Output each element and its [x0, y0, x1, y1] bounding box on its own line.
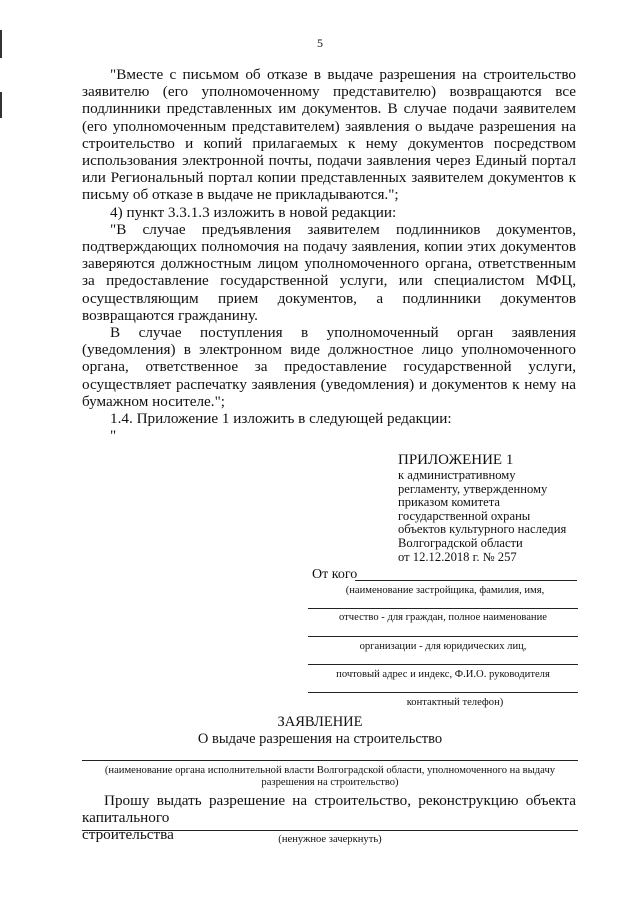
appendix-title: ПРИЛОЖЕНИЕ 1 [398, 452, 514, 468]
appendix-line: к административному [398, 468, 516, 482]
scan-edge-mark [0, 92, 2, 118]
organ-line [82, 760, 578, 761]
form-caption: контактный телефон) [406, 697, 504, 708]
form-caption: почтовый адрес и индекс, Ф.И.О. руководителя [336, 669, 550, 680]
from-label: От кого [312, 567, 358, 582]
from-line [355, 580, 577, 581]
main-text [82, 66, 576, 444]
page-number: 5 [317, 36, 323, 50]
paragraph-originals: "В случае предъявления заявителем подлинников документов, подтверждающих полномочия на подачу заявления, копии этих документов заверяются должностным лицом уполномоченного органа, ответственным за предоставление государственной услуги, или специалистом МФЦ, осуществляющим прием документов, а подлинники документов возвращаются гражданину. [82, 220, 576, 324]
paragraph-appendix-change: 1.4. Приложение 1 изложить в следующей редакции: [110, 410, 452, 428]
paragraph-item-4: 4) пункт 3.3.1.3 изложить в новой редакции: [110, 203, 397, 221]
paragraph-return-documents: "Вместе с письмом об отказе в выдаче разрешения на строительство заявителю (его уполномоченному представителю) возвращаются все подлинники представленных им документов. В случае подачи заявителем (его уполномоченным представителем) заявления о выдаче разрешения на строительство и копий прилагаемых к нему документов посредством использования электронной почты, подачи заявления через Единый портал или Региональный портал копии представленных заявителем документов к письму об отказе в выдаче не прикладываются."; [82, 66, 576, 204]
form-line [308, 664, 578, 665]
appendix-line: государственной охраны [398, 508, 531, 523]
form-line [308, 636, 578, 637]
request-line: Прошу выдать разрешение на строительство, реконструкцию объекта капитального [82, 792, 576, 827]
organ-caption: разрешения на строительство) [261, 777, 399, 788]
statement-subtitle: О выдаче разрешения на строительство [197, 731, 443, 747]
appendix-line: регламенту, утвержденному [398, 481, 548, 496]
strike-line [82, 830, 578, 831]
form-line [308, 692, 578, 693]
strike-caption: (ненужное зачеркнуть) [278, 834, 382, 845]
statement-title: ЗАЯВЛЕНИЕ [277, 714, 363, 730]
form-caption: организации - для юридических лиц, [359, 641, 527, 652]
form-caption: (наименование застройщика, фамилия, имя, [345, 585, 545, 596]
appendix-line: Волгоградской области [398, 535, 523, 550]
appendix-header [398, 452, 588, 564]
opening-quote: " [110, 427, 117, 445]
request-line: строительства [82, 826, 174, 844]
appendix-line: объектов культурного наследия [398, 522, 567, 537]
appendix-line: от 12.12.2018 г. № 257 [398, 549, 517, 564]
form-line [308, 608, 578, 609]
appendix-line: приказом комитета [398, 495, 500, 510]
form-caption: отчество - для граждан, полное наименование [339, 612, 547, 623]
paragraph-electronic: В случае поступления в уполномоченный орган заявления (уведомления) в электронном виде должностное лицо уполномоченного органа, ответственное за предоставление государственной услуги, осуществляет распечатку заявления (уведомления) и документов к нему на бумажном носителе."; [82, 324, 576, 410]
organ-caption: (наименование органа исполнительной власти Волгоградской области, уполномоченного на выдачу [104, 765, 556, 776]
